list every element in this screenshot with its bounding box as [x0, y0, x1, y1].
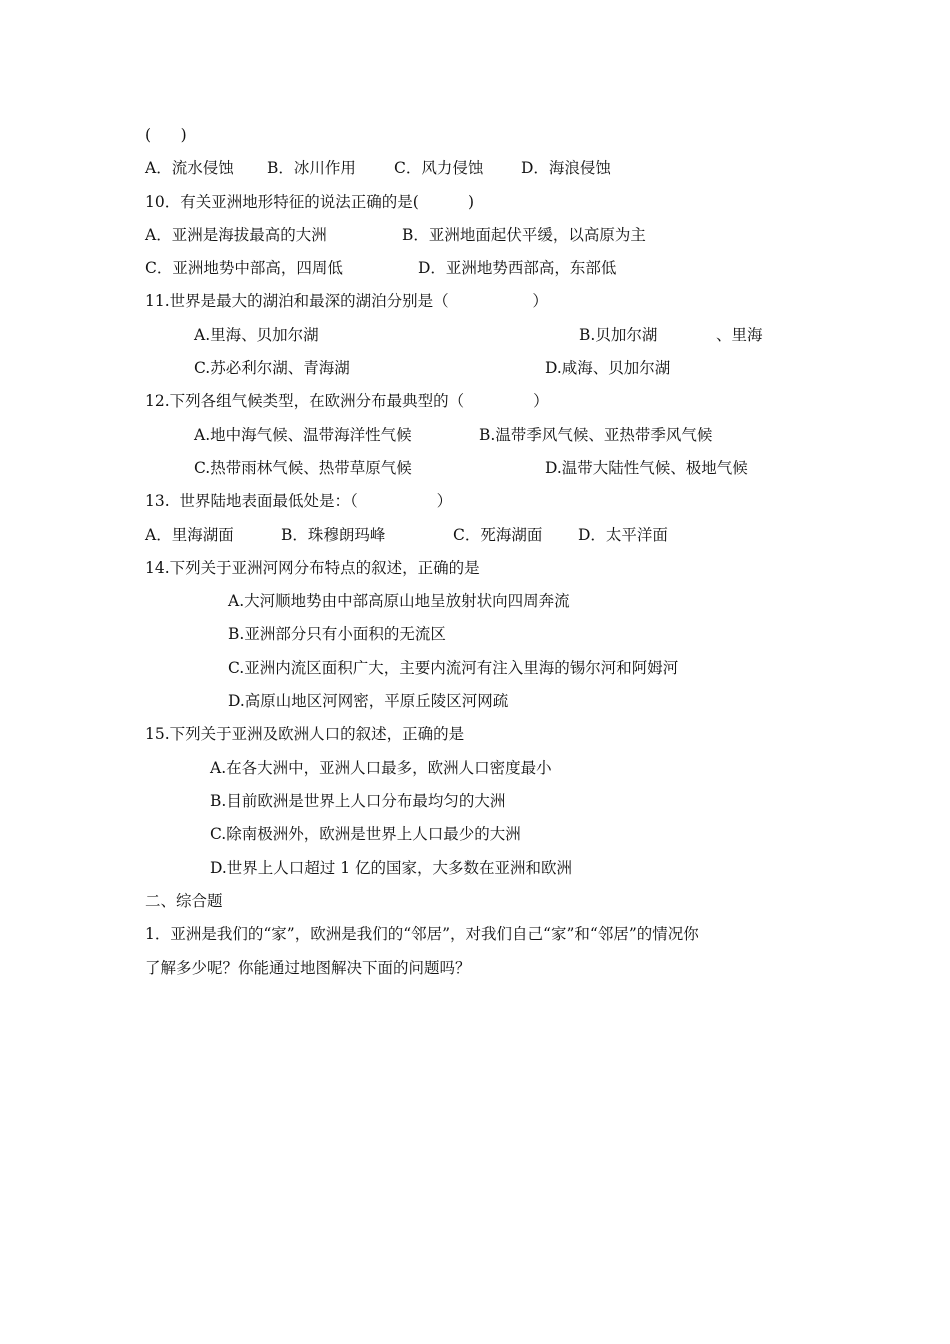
q15-option-b: B.目前欧洲是世界上人口分布最均匀的大洲 — [210, 792, 506, 810]
s2-q1-line1: 1．亚洲是我们的“家”，欧洲是我们的“邻居”，对我们自己“家”和“邻居”的情况你 — [145, 925, 699, 943]
q13-option-b: B．珠穆朗玛峰 — [281, 526, 386, 544]
q9-option-b: B．冰川作用 — [267, 159, 356, 177]
s2-q1-line2: 了解多少呢？你能通过地图解决下面的问题吗？ — [145, 959, 471, 977]
q9-option-d: D．海浪侵蚀 — [521, 159, 611, 177]
q11-option-d: D.咸海、贝加尔湖 — [545, 359, 671, 377]
q9-option-c: C．风力侵蚀 — [394, 159, 484, 177]
q12-stem: 12.下列各组气候类型，在欧洲分布最典型的（ ） — [145, 392, 549, 410]
q9-option-a: A．流水侵蚀 — [145, 159, 234, 177]
q14-option-a: A.大河顺地势由中部高原山地呈放射状向四周奔流 — [228, 592, 570, 610]
q14-option-d: D.高原山地区河网密，平原丘陵区河网疏 — [228, 692, 509, 710]
q10-option-d: D．亚洲地势西部高，东部低 — [418, 259, 617, 277]
q13-option-d: D．太平洋面 — [578, 526, 668, 544]
q11-option-a: A.里海、贝加尔湖 — [194, 326, 319, 344]
q10-stem: 10．有关亚洲地形特征的说法正确的是( ) — [145, 193, 475, 211]
q14-option-b: B.亚洲部分只有小面积的无流区 — [228, 625, 446, 643]
q13-option-c: C．死海湖面 — [453, 526, 543, 544]
q11-option-b-cont: 、里海 — [716, 326, 763, 344]
q11-option-b: B.贝加尔湖 — [579, 326, 658, 344]
q12-option-b: B.温带季风气候、亚热带季风气候 — [479, 426, 713, 444]
q13-stem: 13. 世界陆地表面最低处是：（ ） — [145, 492, 453, 510]
q10-option-c: C．亚洲地势中部高，四周低 — [145, 259, 343, 277]
q11-option-c: C.苏必利尔湖、青海湖 — [194, 359, 350, 377]
q12-option-d: D.温带大陆性气候、极地气候 — [545, 459, 748, 477]
q15-option-c: C.除南极洲外，欧洲是世界上人口最少的大洲 — [210, 825, 521, 843]
q15-stem: 15.下列关于亚洲及欧洲人口的叙述，正确的是 — [145, 725, 465, 743]
q10-option-a: A．亚洲是海拔最高的大洲 — [145, 226, 327, 244]
q14-stem: 14.下列关于亚洲河网分布特点的叙述，正确的是 — [145, 559, 480, 577]
q12-option-a: A.地中海气候、温带海洋性气候 — [194, 426, 412, 444]
q13-option-a: A．里海湖面 — [145, 526, 234, 544]
q9-paren: ( ) — [145, 126, 187, 144]
q15-option-d: D.世界上人口超过 1 亿的国家，大多数在亚洲和欧洲 — [210, 859, 573, 877]
q11-stem: 11.世界是最大的湖泊和最深的湖泊分别是（ ） — [145, 292, 548, 310]
q10-option-b: B．亚洲地面起伏平缓，以高原为主 — [402, 226, 646, 244]
q15-option-a: A.在各大洲中，亚洲人口最多，欧洲人口密度最小 — [210, 759, 552, 777]
section-heading: 二、综合题 — [145, 892, 223, 910]
q14-option-c: C.亚洲内流区面积广大，主要内流河有注入里海的锡尔河和阿姆河 — [228, 659, 679, 677]
q12-option-c: C.热带雨林气候、热带草原气候 — [194, 459, 412, 477]
